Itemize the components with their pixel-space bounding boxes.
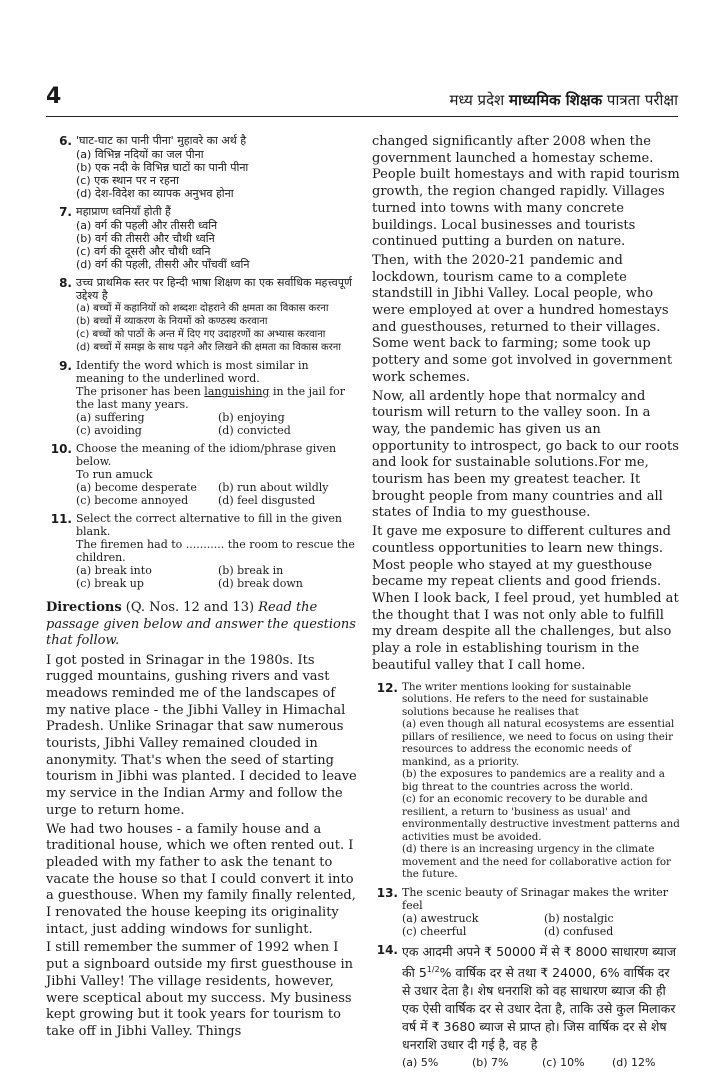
question-text: Choose the meaning of the idiom/phrase given below.	[76, 442, 337, 468]
question-text: Identify the word which is most similar in meaning to the underlined word.	[76, 359, 309, 385]
option-b: (b) enjoying	[218, 411, 285, 424]
option-b: (b) break in	[218, 564, 284, 577]
option-b: (b) बच्चों में व्याकरण के नियमों को कण्ठस्थ करवाना	[76, 316, 268, 327]
option-d: (d) confused	[544, 924, 614, 938]
running-header-title: मध्य प्रदेश माध्यमिक शिक्षक पात्रता परीक्षा	[449, 91, 678, 109]
passage-paragraph-3: I still remember the summer of 1992 when I put a signboard outside my first guesthouse in Jibhi Valley! The village residents, however, were sceptical about my success. My business kept growing but it took years for tourism to take off in Jibhi Valley. Things	[46, 940, 354, 1039]
question-14: 14. एक आदमी अपने ₹ 50000 में से ₹ 8000 साधारण ब्याज की $5^{1/2}\%$ वार्षिक दर से तथा ₹ 24000, 6% वार्षिक दर से उधार देता है। शेष धनराशि को वह साधारण ब्याज की ही एक ऐसी वार्षिक दर से उधार देता है, ताकि उसे कुल मिलाकर वर्ष में ₹ 3680 ब्याज से प्राप्त हो। जिस वार्षिक दर से शेष धनराशि उधार दी गई है, वह है (a) 5% (b) 7% (c) 10% (d) 12%	[372, 943, 682, 1069]
question-12: 12. The writer mentions looking for sustainable solutions. He refers to the need for sustainable solutions because he realises that (a) even though all natural ecosystems are essential pillars of resilience, we need to focus on using their resources to address the economic needs of mankind, as a priority. (b) the exposures to pandemics are a reality and a big threat to the countries across the world. (c) for an economic recovery to be durable and resilient, a return to 'business as usual' and environmentally destructive investment patterns and activities must be avoided. (d) there is an increasing urgency in the climate movement and the need for collaborative action for the future.	[372, 681, 682, 881]
option-d: (d) convicted	[218, 424, 291, 437]
directions: Directions (Q. Nos. 12 and 13) Read the passage given below and answer the questions that follow.	[46, 600, 356, 648]
option-a: (a) बच्चों में कहानियों को शब्दशः दोहराने की क्षमता का विकास करना	[76, 303, 329, 314]
option-a: (a) even though all natural ecosystems are essential pillars of resilience, we need to focus on using their resources to address the economic needs of mankind, as a priority.	[402, 718, 675, 768]
option-b: (b) 7%	[472, 1055, 509, 1069]
question-9: 9. Identify the word which is most similar in meaning to the underlined word. The prisoner has been languishing in the jail for the last many years. (a) suffering (b) enjoying (c) avoiding (d) convicted	[46, 359, 358, 437]
question-sentence: The firemen had to ........... the room to rescue the children.	[76, 538, 355, 564]
option-d: (d) 12%	[612, 1055, 656, 1069]
option-b: (b) run about wildly	[218, 481, 329, 494]
idiom-phrase: To run amuck	[76, 468, 153, 481]
option-d: (d) feel disgusted	[218, 494, 316, 507]
option-c: (c) break up	[76, 577, 144, 590]
passage-paragraph-5: Now, all ardently hope that normalcy and tourism will return to the valley soon. In a way, the pandemic has given us an opportunity to introspect, go back to our roots and look for sustainable solutions.For me, tourism has been my greatest teacher. It brought people from many countries and all states of India to my guesthouse.	[372, 388, 679, 521]
left-column	[46, 134, 358, 1043]
header-rule	[46, 116, 678, 117]
option-a: (a) 5%	[402, 1055, 439, 1069]
question-7: 7. महाप्राण ध्वनियाँ होती हैं (a) वर्ग की पहली और तीसरी ध्वनि (b) वर्ग की तीसरी और चौथी ध्वनि (c) वर्ग की दूसरी और चौथी ध्वनि (d) वर्ग की पहली, तीसरी और पाँचवीं ध्वनि	[46, 205, 358, 271]
question-sentence: The prisoner has been languishing in the jail for the last many years.	[76, 385, 346, 411]
question-6: 6. 'घाट-घाट का पानी पीना' मुहावरे का अर्थ है (a) विभिन्न नदियों का जल पीना (b) एक नदी के विभिन्न घाटों का पानी पीना (c) एक स्थान पर न रहना (d) देश-विदेश का व्यापक अनुभव होना	[46, 134, 358, 200]
option-d: (d) वर्ग की पहली, तीसरी और पाँचवीं ध्वनि	[76, 258, 250, 271]
option-a: (a) break into	[76, 564, 152, 577]
question-text: The writer mentions looking for sustainable solutions. He refers to the need for sustainable solutions because he realises that	[402, 680, 649, 718]
passage-paragraph-4: Then, with the 2020-21 pandemic and lockdown, tourism came to a complete standstill in Jibhi Valley. Local people, who were employed at over a hundred homestays and guesthouses, returned to their villages. Some went back to farming; some took up pottery and some got involved in government work schemes.	[372, 252, 673, 385]
question-11: 11. Select the correct alternative to fill in the given blank. The firemen had to ........... the room to rescue the children. (a) break into (b) break in (c) break up (d) break down	[46, 512, 358, 590]
option-b: (b) nostalgic	[544, 911, 614, 925]
question-text: महाप्राण ध्वनियाँ होती हैं	[76, 205, 171, 218]
option-a: (a) awestruck	[402, 911, 479, 925]
question-text: 'घाट-घाट का पानी पीना' मुहावरे का अर्थ है	[76, 134, 247, 147]
option-c: (c) 10%	[542, 1055, 585, 1069]
option-b: (b) एक नदी के विभिन्न घाटों का पानी पीना	[76, 161, 249, 174]
option-a: (a) वर्ग की पहली और तीसरी ध्वनि	[76, 219, 218, 232]
mixed-number: $5^{1/2}$	[418, 964, 440, 980]
option-b: (b) वर्ग की तीसरी और चौथी ध्वनि	[76, 232, 215, 245]
passage-paragraph-3-cont: changed significantly after 2008 when the government launched a homestay scheme. People built homestays and with rapid tourism growth, the region changed rapidly. Villages turned into towns with many concrete buildings. Local businesses and tourists continued putting a burden on nature.	[372, 134, 680, 250]
passage-paragraph-2: We had two houses - a family house and a traditional house, which we often rented out. I pleaded with my father to ask the tenant to vacate the house so that I could convert it into a guesthouse. When my family finally relented, I renovated the house keeping its originality intact, just adding windows for sunlight.	[46, 821, 356, 937]
question-8: 8. उच्च प्राथमिक स्तर पर हिन्दी भाषा शिक्षण का एक सर्वाधिक महत्त्वपूर्ण उद्देश्य है (a) बच्चों में कहानियों को शब्दशः दोहराने की क्षमता का विकास करना (b) बच्चों में व्याकरण के नियमों को कण्ठस्थ करवाना (c) बच्चों को पाठों के अन्त में दिए गए उदाहरणों का अभ्यास करवाना (d) बच्चों में समझ के साथ पढ़ने और लिखने की क्षमता का विकास करना	[46, 276, 358, 354]
question-text: उच्च प्राथमिक स्तर पर हिन्दी भाषा शिक्षण का एक सर्वाधिक महत्त्वपूर्ण उद्देश्य है	[76, 276, 352, 302]
option-c: (c) become annoyed	[76, 494, 189, 507]
question-text: Select the correct alternative to fill in the given blank.	[76, 512, 343, 538]
option-d: (d) break down	[218, 577, 303, 590]
option-c: (c) वर्ग की दूसरी और चौथी ध्वनि	[76, 245, 211, 258]
option-a: (a) suffering	[76, 411, 145, 424]
page-number: 4	[46, 84, 62, 109]
option-c: (c) cheerful	[402, 924, 467, 938]
option-c: (c) for an economic recovery to be durable and resilient, a return to 'business as usual' and environmentally destructive investment patterns and activities must be avoided.	[402, 793, 680, 843]
option-c: (c) एक स्थान पर न रहना	[76, 174, 179, 187]
question-text: एक आदमी अपने ₹ 50000 में से ₹ 8000 साधारण ब्याज की $5^{1/2}\%$ वार्षिक दर से तथा ₹ 24000, 6% वार्षिक दर से उधार देता है। शेष धनराशि को वह साधारण ब्याज की ही एक ऐसी वार्षिक दर से उधार देता है, ताकि उसे कुल मिलाकर वर्ष में ₹ 3680 ब्याज से प्राप्त हो। जिस वार्षिक दर से शेष धनराशि उधार दी गई है, वह है	[402, 943, 677, 1052]
option-b: (b) the exposures to pandemics are a reality and a big threat to the countries across the world.	[402, 768, 665, 793]
option-d: (d) there is an increasing urgency in the climate movement and the need for collaborative action for the future.	[402, 843, 671, 880]
question-13: 13. The scenic beauty of Srinagar makes the writer feel (a) awestruck (b) nostalgic (c) cheerful (d) confused	[372, 886, 682, 938]
option-c: (c) avoiding	[76, 424, 142, 437]
question-10: 10. Choose the meaning of the idiom/phrase given below. To run amuck (a) become desperate (b) run about wildly (c) become annoyed (d) feel disgusted	[46, 442, 358, 507]
option-a: (a) विभिन्न नदियों का जल पीना	[76, 148, 204, 161]
passage-paragraph-6: It gave me exposure to different cultures and countless opportunities to learn new things. Most people who stayed at my guesthouse became my repeat clients and good friends. When I look back, I feel proud, yet humbled at the thought that I was not only able to fulfill my dream despite all the challenges, but also play a role in establishing tourism in the beautiful valley that I call home.	[372, 524, 679, 673]
option-a: (a) become desperate	[76, 481, 197, 494]
option-d: (d) बच्चों में समझ के साथ पढ़ने और लिखने की क्षमता का विकास करना	[76, 342, 341, 353]
option-c: (c) बच्चों को पाठों के अन्त में दिए गए उदाहरणों का अभ्यास करवाना	[76, 329, 326, 340]
question-text: The scenic beauty of Srinagar makes the writer feel	[402, 885, 669, 912]
option-d: (d) देश-विदेश का व्यापक अनुभव होना	[76, 187, 234, 200]
right-column	[372, 134, 682, 1074]
passage-paragraph-1: I got posted in Srinagar in the 1980s. Its rugged mountains, gushing rivers and vast meadows reminded me of the landscapes of my native place - the Jibhi Valley in Himachal Pradesh. Unlike Srinagar that saw numerous tourists, Jibhi Valley remained clouded in anonymity. That's when the seed of starting tourism in Jibhi was planted. I decided to leave my service in the Indian Army and follow the urge to return home.	[46, 652, 357, 818]
underlined-word: languishing	[204, 385, 270, 398]
